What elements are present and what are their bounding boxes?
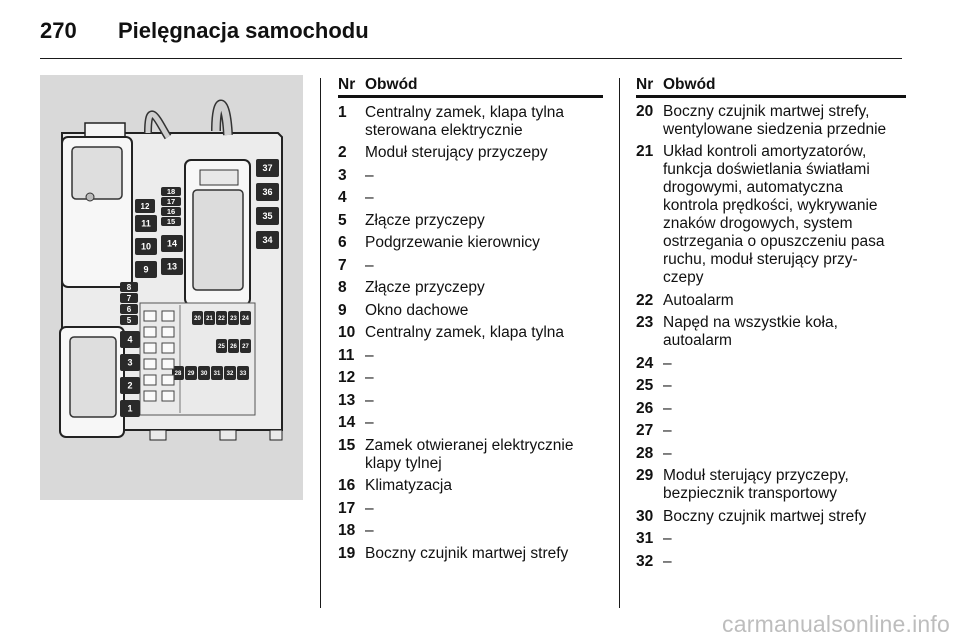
fuse-label: 32 bbox=[226, 371, 234, 378]
table-row bbox=[636, 143, 906, 287]
table-row bbox=[636, 508, 906, 526]
fuse-label: 11 bbox=[141, 218, 151, 229]
column-divider-left bbox=[320, 78, 321, 608]
circuit-description: – bbox=[663, 552, 672, 570]
fuse-slot bbox=[120, 293, 138, 303]
fuse-slot bbox=[161, 217, 181, 226]
fuse-slot bbox=[135, 199, 155, 213]
fuse-label: 12 bbox=[140, 201, 150, 211]
fuse-label: 25 bbox=[218, 344, 225, 351]
fuse-slot bbox=[161, 187, 181, 196]
table-row bbox=[636, 400, 906, 418]
fuse-label: 24 bbox=[242, 316, 249, 323]
fuse-table-right bbox=[636, 78, 906, 571]
table-row bbox=[636, 292, 906, 310]
fuse-slot bbox=[198, 366, 210, 380]
fuse-number: 6 bbox=[338, 234, 347, 251]
fuse-slot bbox=[135, 215, 157, 232]
fuse-number: 25 bbox=[636, 377, 654, 394]
column-divider-right bbox=[619, 78, 620, 608]
fuse-slot bbox=[120, 331, 140, 348]
fuse-number: 20 bbox=[636, 102, 654, 120]
fuse-label: 8 bbox=[126, 282, 132, 292]
fuse-slot bbox=[256, 183, 279, 201]
circuit-description: – bbox=[365, 391, 374, 409]
fuse-label: 31 bbox=[213, 371, 221, 378]
circuit-description: – bbox=[663, 444, 672, 462]
relay-slot bbox=[144, 327, 156, 337]
fuse-slot bbox=[192, 311, 203, 325]
fuse-slot bbox=[161, 197, 181, 206]
fuse-slot bbox=[120, 282, 138, 292]
fuse-label: 6 bbox=[126, 304, 132, 314]
fuse-label: 2 bbox=[127, 380, 133, 391]
table-row bbox=[338, 477, 603, 495]
table-row bbox=[636, 355, 906, 373]
table-header bbox=[338, 78, 603, 98]
fuse-label: 7 bbox=[126, 293, 132, 303]
fuse-number: 8 bbox=[338, 279, 347, 296]
fuse-label: 30 bbox=[200, 371, 208, 378]
circuit-description: – bbox=[365, 369, 374, 386]
fuse-number: 11 bbox=[338, 346, 355, 364]
table-row bbox=[338, 234, 603, 252]
fuse-label: 35 bbox=[262, 211, 273, 222]
fuse-number: 10 bbox=[338, 324, 356, 341]
relay-slot bbox=[144, 375, 156, 385]
table-row bbox=[338, 279, 603, 297]
circuit-description: Boczny czujnik martwej strefy, wentylowane siedzenia przednie bbox=[663, 102, 887, 138]
relay-slot bbox=[144, 343, 156, 353]
fuse-number: 29 bbox=[636, 467, 654, 484]
table-row bbox=[338, 144, 603, 162]
fuse-slot bbox=[161, 258, 183, 275]
fuse-label: 4 bbox=[127, 334, 133, 345]
table-row bbox=[636, 530, 906, 548]
table-row bbox=[636, 553, 906, 571]
circuit-description: – bbox=[663, 354, 672, 372]
fuse-number: 26 bbox=[636, 399, 654, 417]
fuse-slot bbox=[256, 231, 279, 249]
fuse-label: 26 bbox=[230, 344, 237, 351]
fuse-number: 15 bbox=[338, 436, 356, 454]
circuit-description: Złącze przyczepy bbox=[365, 279, 485, 296]
fuse-slot bbox=[120, 354, 140, 371]
circuit-description: Podgrzewanie kierownicy bbox=[365, 234, 540, 251]
circuit-description: Układ kontroli amortyzatorów, funkcja doświetlania światłami drogowymi, automatyczna kontrola prędkości, wykrywanie znaków drogowych, system ostrzegania o opuszczeniu pasa ruchu, moduł sterujący przy- czepy bbox=[663, 143, 885, 286]
fuse-label: 9 bbox=[143, 264, 149, 275]
fuse-label: 34 bbox=[262, 235, 273, 246]
circuit-description: – bbox=[365, 522, 374, 539]
relay-slot bbox=[162, 359, 174, 369]
circuit-description: – bbox=[663, 377, 672, 394]
fuse-number: 32 bbox=[636, 552, 654, 570]
fuse-number: 14 bbox=[338, 414, 356, 431]
fuse-label: 15 bbox=[166, 217, 176, 227]
circuit-description: Moduł sterujący przyczepy bbox=[365, 144, 548, 161]
table-row bbox=[636, 445, 906, 463]
fuse-number: 2 bbox=[338, 144, 347, 161]
fuse-label: 29 bbox=[187, 371, 195, 378]
fuse-slot bbox=[120, 377, 140, 394]
fuse-number: 13 bbox=[338, 391, 356, 409]
fuse-slot bbox=[185, 366, 197, 380]
column-header-circuit: Obwód bbox=[663, 76, 716, 93]
fuse-label: 17 bbox=[166, 197, 176, 207]
relay-slot bbox=[162, 311, 174, 321]
relay-slot bbox=[162, 375, 174, 385]
fuse-number: 7 bbox=[338, 256, 347, 274]
table-row bbox=[338, 437, 603, 473]
fuse-number: 30 bbox=[636, 507, 654, 525]
circuit-description: Złącze przyczepy bbox=[365, 211, 485, 229]
fuse-number: 1 bbox=[338, 103, 347, 121]
table-row bbox=[338, 212, 603, 230]
fuse-label: 28 bbox=[174, 371, 182, 378]
table-row bbox=[338, 500, 603, 518]
fuse-slot bbox=[256, 207, 279, 225]
table-row bbox=[338, 104, 603, 140]
fuse-slot bbox=[240, 339, 251, 353]
circuit-description: – bbox=[365, 166, 374, 184]
fuse-number: 18 bbox=[338, 522, 356, 539]
circuit-description: Moduł sterujący przyczepy, bezpiecznik transportowy bbox=[663, 467, 849, 502]
fuse-number: 23 bbox=[636, 314, 654, 331]
fuse-label: 3 bbox=[127, 357, 133, 368]
fuse-slot bbox=[256, 159, 279, 177]
relay-slot bbox=[144, 391, 156, 401]
circuit-description: Autoalarm bbox=[663, 291, 734, 309]
fuse-slot bbox=[135, 261, 157, 278]
circuit-description: – bbox=[365, 346, 374, 364]
circuit-description: – bbox=[663, 422, 672, 439]
fuse-label: 13 bbox=[166, 261, 178, 272]
fuse-label: 36 bbox=[262, 187, 273, 198]
fuse-label: 20 bbox=[194, 316, 201, 323]
fuse-slot bbox=[228, 339, 239, 353]
circuit-description: – bbox=[365, 256, 374, 274]
circuit-description: – bbox=[365, 414, 374, 431]
fuse-slot bbox=[237, 366, 249, 380]
fuse-slot bbox=[120, 304, 138, 314]
table-row bbox=[636, 377, 906, 395]
fuse-slot bbox=[216, 339, 227, 353]
fuse-label: 27 bbox=[242, 344, 249, 351]
circuit-description: – bbox=[365, 189, 374, 206]
fuse-number: 22 bbox=[636, 291, 654, 309]
fuse-slot bbox=[228, 311, 239, 325]
table-row bbox=[338, 302, 603, 320]
fuse-label: 22 bbox=[218, 316, 225, 323]
circuit-description: – bbox=[365, 499, 374, 517]
fuse-label: 1 bbox=[127, 403, 133, 414]
page-title: Pielęgnacja samochodu bbox=[118, 18, 369, 43]
fuse-slot bbox=[224, 366, 236, 380]
relay-slot bbox=[144, 311, 156, 321]
fuse-number: 17 bbox=[338, 499, 356, 517]
table-row bbox=[338, 347, 603, 365]
fuse-label: 5 bbox=[126, 315, 132, 325]
fuse-label: 14 bbox=[166, 238, 178, 249]
fuse-number: 4 bbox=[338, 189, 347, 206]
relay-slot bbox=[162, 391, 174, 401]
fuse-number: 12 bbox=[338, 369, 356, 386]
fuse-box-illustration bbox=[40, 75, 303, 500]
circuit-description: – bbox=[663, 399, 672, 417]
fuse-slot bbox=[240, 311, 251, 325]
table-row bbox=[338, 369, 603, 387]
table-row bbox=[338, 324, 603, 342]
column-header-nr: Nr bbox=[338, 76, 356, 93]
fuse-label: 21 bbox=[206, 316, 213, 323]
fuse-slot bbox=[161, 235, 183, 252]
table-row bbox=[636, 314, 906, 350]
fuse-number: 3 bbox=[338, 166, 347, 184]
table-row bbox=[338, 414, 603, 432]
fuse-number: 19 bbox=[338, 544, 356, 562]
fuse-label: 23 bbox=[230, 316, 237, 323]
fuse-slot bbox=[216, 311, 227, 325]
fuse-number: 27 bbox=[636, 422, 654, 439]
table-row bbox=[636, 422, 906, 440]
fuse-table-left bbox=[338, 78, 603, 563]
table-row bbox=[338, 522, 603, 540]
fuse-slot bbox=[204, 311, 215, 325]
fuse-number: 28 bbox=[636, 444, 654, 462]
watermark: carmanualsonline.info bbox=[722, 611, 950, 637]
circuit-description: Klimatyzacja bbox=[365, 477, 452, 494]
fuse-slot bbox=[211, 366, 223, 380]
column-header-circuit: Obwód bbox=[365, 76, 418, 93]
page-number: 270 bbox=[40, 18, 77, 43]
fuse-number: 5 bbox=[338, 211, 347, 229]
fuse-number: 21 bbox=[636, 143, 654, 160]
table-row bbox=[636, 103, 906, 139]
circuit-description: Centralny zamek, klapa tylna sterowana elektrycznie bbox=[365, 103, 565, 139]
relay-slot bbox=[144, 359, 156, 369]
column-header-nr: Nr bbox=[636, 76, 654, 93]
page-header bbox=[40, 14, 920, 54]
header-divider bbox=[40, 58, 902, 59]
table-body bbox=[636, 103, 906, 571]
fuse-slot bbox=[120, 315, 138, 325]
circuit-description: Centralny zamek, klapa tylna bbox=[365, 324, 565, 341]
fuse-slot bbox=[120, 400, 140, 417]
fuse-number: 16 bbox=[338, 477, 356, 494]
circuit-description: – bbox=[663, 530, 672, 547]
fuse-label: 37 bbox=[262, 163, 273, 174]
circuit-description: Boczny czujnik martwej strefy bbox=[365, 544, 569, 562]
fuse-slot bbox=[161, 207, 181, 216]
fuse-slot bbox=[135, 238, 157, 255]
table-row bbox=[338, 189, 603, 207]
fuse-number: 9 bbox=[338, 301, 347, 319]
fuse-number: 31 bbox=[636, 530, 654, 547]
relay-slot bbox=[162, 343, 174, 353]
fuse-label: 33 bbox=[239, 371, 247, 378]
fuse-label: 16 bbox=[166, 207, 176, 217]
table-row bbox=[338, 545, 603, 563]
table-row bbox=[338, 392, 603, 410]
circuit-description: Okno dachowe bbox=[365, 301, 469, 319]
circuit-description: Zamek otwieranej elektrycznie klapy tylnej bbox=[365, 436, 574, 472]
circuit-description: Napęd na wszystkie koła, autoalarm bbox=[663, 314, 838, 349]
fuse-label: 18 bbox=[166, 187, 176, 197]
fuse-label: 10 bbox=[140, 241, 152, 252]
circuit-description: Boczny czujnik martwej strefy bbox=[663, 507, 867, 525]
table-row bbox=[338, 257, 603, 275]
table-row bbox=[636, 467, 906, 503]
table-header bbox=[636, 78, 906, 98]
fuse-number: 24 bbox=[636, 354, 654, 372]
relay-slot bbox=[162, 327, 174, 337]
table-body bbox=[338, 98, 603, 563]
table-row bbox=[338, 167, 603, 185]
